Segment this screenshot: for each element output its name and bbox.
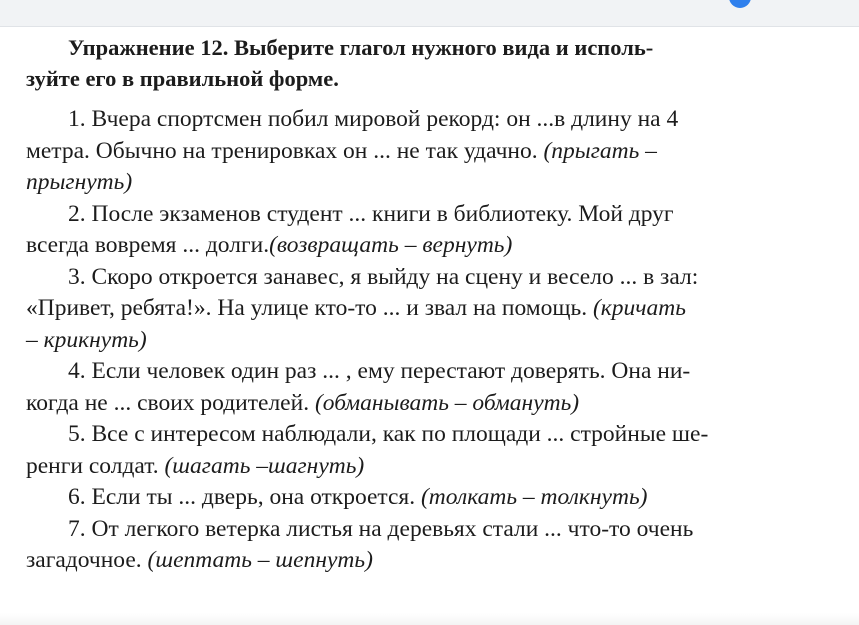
item-text-line: [26, 230, 776, 262]
item-text-line: [26, 136, 776, 168]
item-hint: (кричать: [592, 295, 686, 321]
item-hint: (шагать –шагнуть): [164, 452, 365, 479]
exercise-item-4: [26, 356, 776, 419]
item-text: когда не ... своих родителей.: [26, 389, 310, 416]
exercise-item-2: [26, 199, 776, 262]
page-bottom-edge: [0, 613, 859, 625]
circle-button-icon[interactable]: [729, 0, 751, 8]
item-text-line: [26, 545, 776, 577]
item-text: 7. От легкого ветерка листья на деревьях стали ... что-то очень: [68, 515, 694, 542]
exercise-item-3: [26, 262, 776, 357]
item-hint: (шептать – шепнуть): [147, 547, 373, 573]
item-text: метра. Обычно на тренировках он ... не так удачно.: [26, 137, 538, 164]
item-text: 6. Если ты ... дверь, она откроется.: [68, 484, 416, 510]
item-text: ренги солдат.: [26, 452, 159, 479]
item-hint: – крикнуть): [26, 326, 147, 353]
exercise-title: [26, 32, 776, 94]
item-text: 5. Все с интересом наблюдали, как по площади ... стройные ше-: [68, 421, 709, 447]
item-text-line: [26, 451, 776, 483]
item-text: всегда вовремя ... долги.: [26, 232, 270, 258]
item-text-line: [26, 482, 776, 514]
item-text: «Привет, ребята!». На улице кто-то ... и звал на помощь.: [26, 295, 588, 321]
item-hint: прыгнуть): [26, 169, 133, 195]
item-text: 1. Вчера спортсмен побил мировой рекорд: он ...в длину на 4: [68, 106, 679, 132]
item-text-line: [26, 388, 776, 420]
item-text: 2. После экзаменов студент ... книги в библиотеку. Мой друг: [68, 200, 674, 227]
item-text: загадочное.: [26, 547, 142, 573]
exercise-page: [26, 26, 776, 577]
exercise-item-5: [26, 419, 776, 482]
exercise-item-1: [26, 104, 776, 199]
item-text: 3. Скоро откроется занавес, я выйду на сцену и весело ... в зал:: [68, 263, 699, 290]
title-line: Упражнение 12. Выберите глагол нужного вида и исполь-: [68, 35, 654, 60]
exercise-item-7: [26, 514, 776, 577]
title-line: зуйте его в правильной форме.: [26, 66, 339, 91]
item-hint: (прыгать –: [543, 137, 657, 164]
item-hint: (толкать – толкнуть): [420, 484, 648, 510]
exercise-item-6: [26, 482, 776, 514]
item-text-line: [26, 293, 776, 325]
top-toolbar: [0, 0, 859, 27]
item-text: 4. Если человек один раз ... , ему перестают доверять. Она ни-: [68, 358, 691, 384]
item-hint: (возвращать – вернуть): [269, 232, 513, 258]
item-hint: (обманывать – обмануть): [314, 389, 580, 416]
